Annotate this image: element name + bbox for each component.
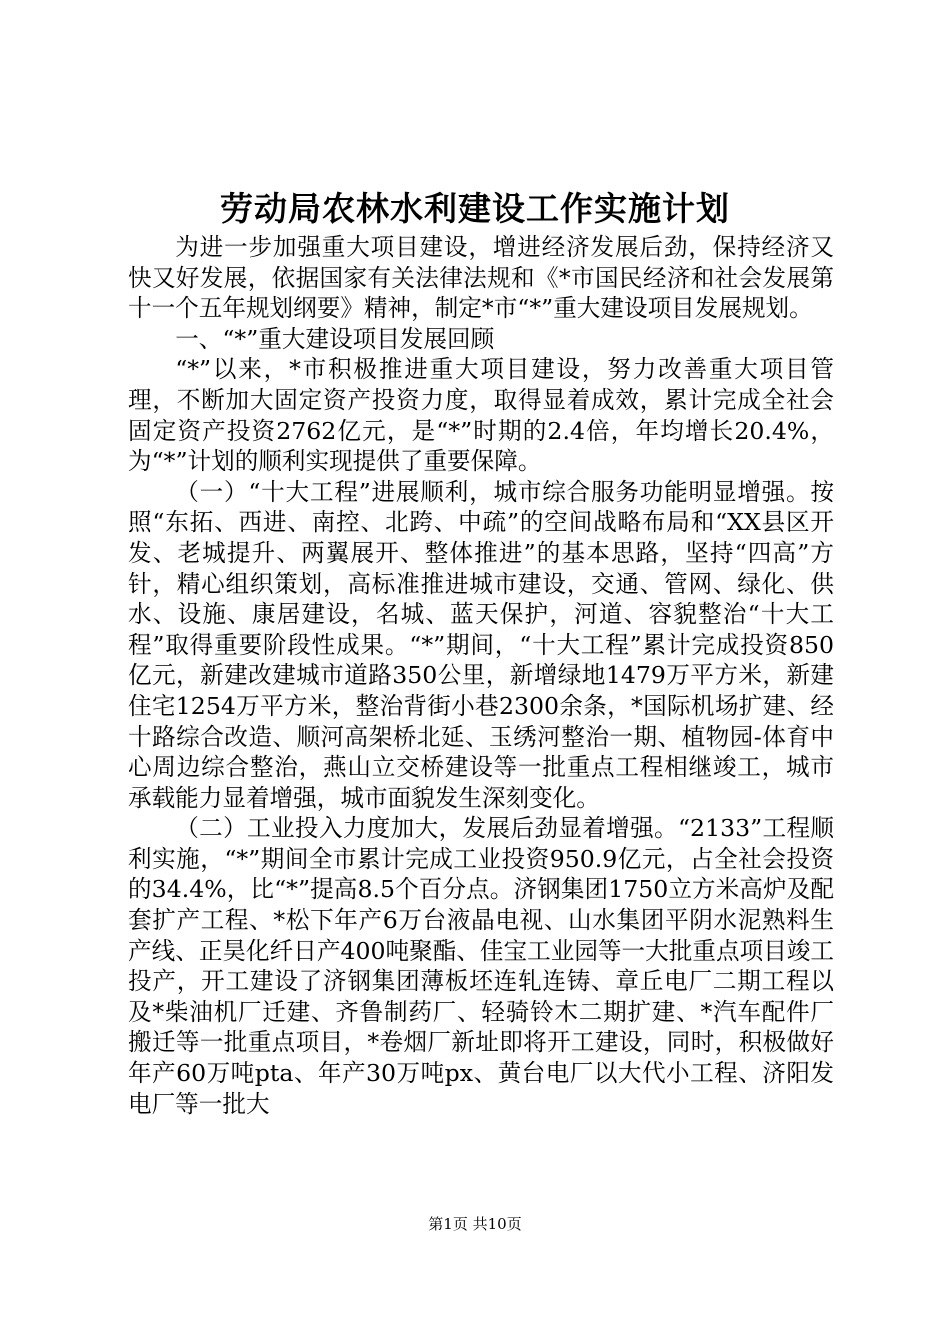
industry-paragraph: （二）工业投入力度加大，发展后劲显着增强。“2133”工程顺利实施，“*”期间全市累计完成工业投资950.9亿元，占全社会投资的34.4%，比“*”提高8.5个百分点。济钢集团1750立方米高炉及配套扩产工程、*松下年产6万台液晶电视、山水集团平阴水泥熟料生产线、正昊化纤日产400吨聚酯、佳宝工业园等一大批重点项目竣工投产，开工建设了济钢集团薄板坯连轧连铸、章丘电厂二期工程以及*柴油机厂迁建、齐鲁制药厂、轻骑铃木二期扩建、*汽车配件厂搬迁等一批重点项目，*卷烟厂新址即将开工建设，同时，积极做好年产60万吨pta、年产30万吨px、黄台电厂以大代小工程、济阳发电厂等一批大 <box>128 814 834 1118</box>
document-title: 劳动局农林水利建设工作实施计划 <box>220 189 730 228</box>
page-number: 第1页 共10页 <box>428 1215 522 1233</box>
ten-projects-paragraph: （一）“十大工程”进展顺利，城市综合服务功能明显增强。按照“东拓、西进、南控、北跨、中疏”的空间战略布局和“XX县区开发、老城提升、两翼展开、整体推进”的基本思路，坚持“四高”方针，精心组织策划，高标准推进城市建设，交通、管网、绿化、供水、设施、康居建设，名城、蓝天保护，河道、容貌整治“十大工程”取得重要阶段性成果。“*”期间，“十大工程”累计完成投资850亿元，新建改建城市道路350公里，新增绿地1479万平方米，新建住宅1254万平方米，整治背街小巷2300余条，*国际机场扩建、经十路综合改造、顺河高架桥北延、玉绣河整治一期、植物园-体育中心周边综合整治，燕山立交桥建设等一批重点工程相继竣工，城市承载能力显着增强，城市面貌发生深刻变化。 <box>128 477 834 812</box>
intro-paragraph: 为进一步加强重大项目建设，增进经济发展后劲，保持经济又快又好发展，依据国家有关法律法规和《*市国民经济和社会发展第十一个五年规划纲要》精神，制定*市“*”重大建设项目发展规划。 <box>128 233 834 323</box>
document-body <box>128 232 834 1119</box>
section-heading: 一、“*”重大建设项目发展回顾 <box>175 324 495 353</box>
review-paragraph: “*”以来，*市积极推进重大项目建设，努力改善重大项目管理，不断加大固定资产投资力度，取得显着成效，累计完成全社会固定资产投资2762亿元，是“*”时期的2.4倍，年均增长20.4%，为“*”计划的顺利实现提供了重要保障。 <box>128 355 834 476</box>
